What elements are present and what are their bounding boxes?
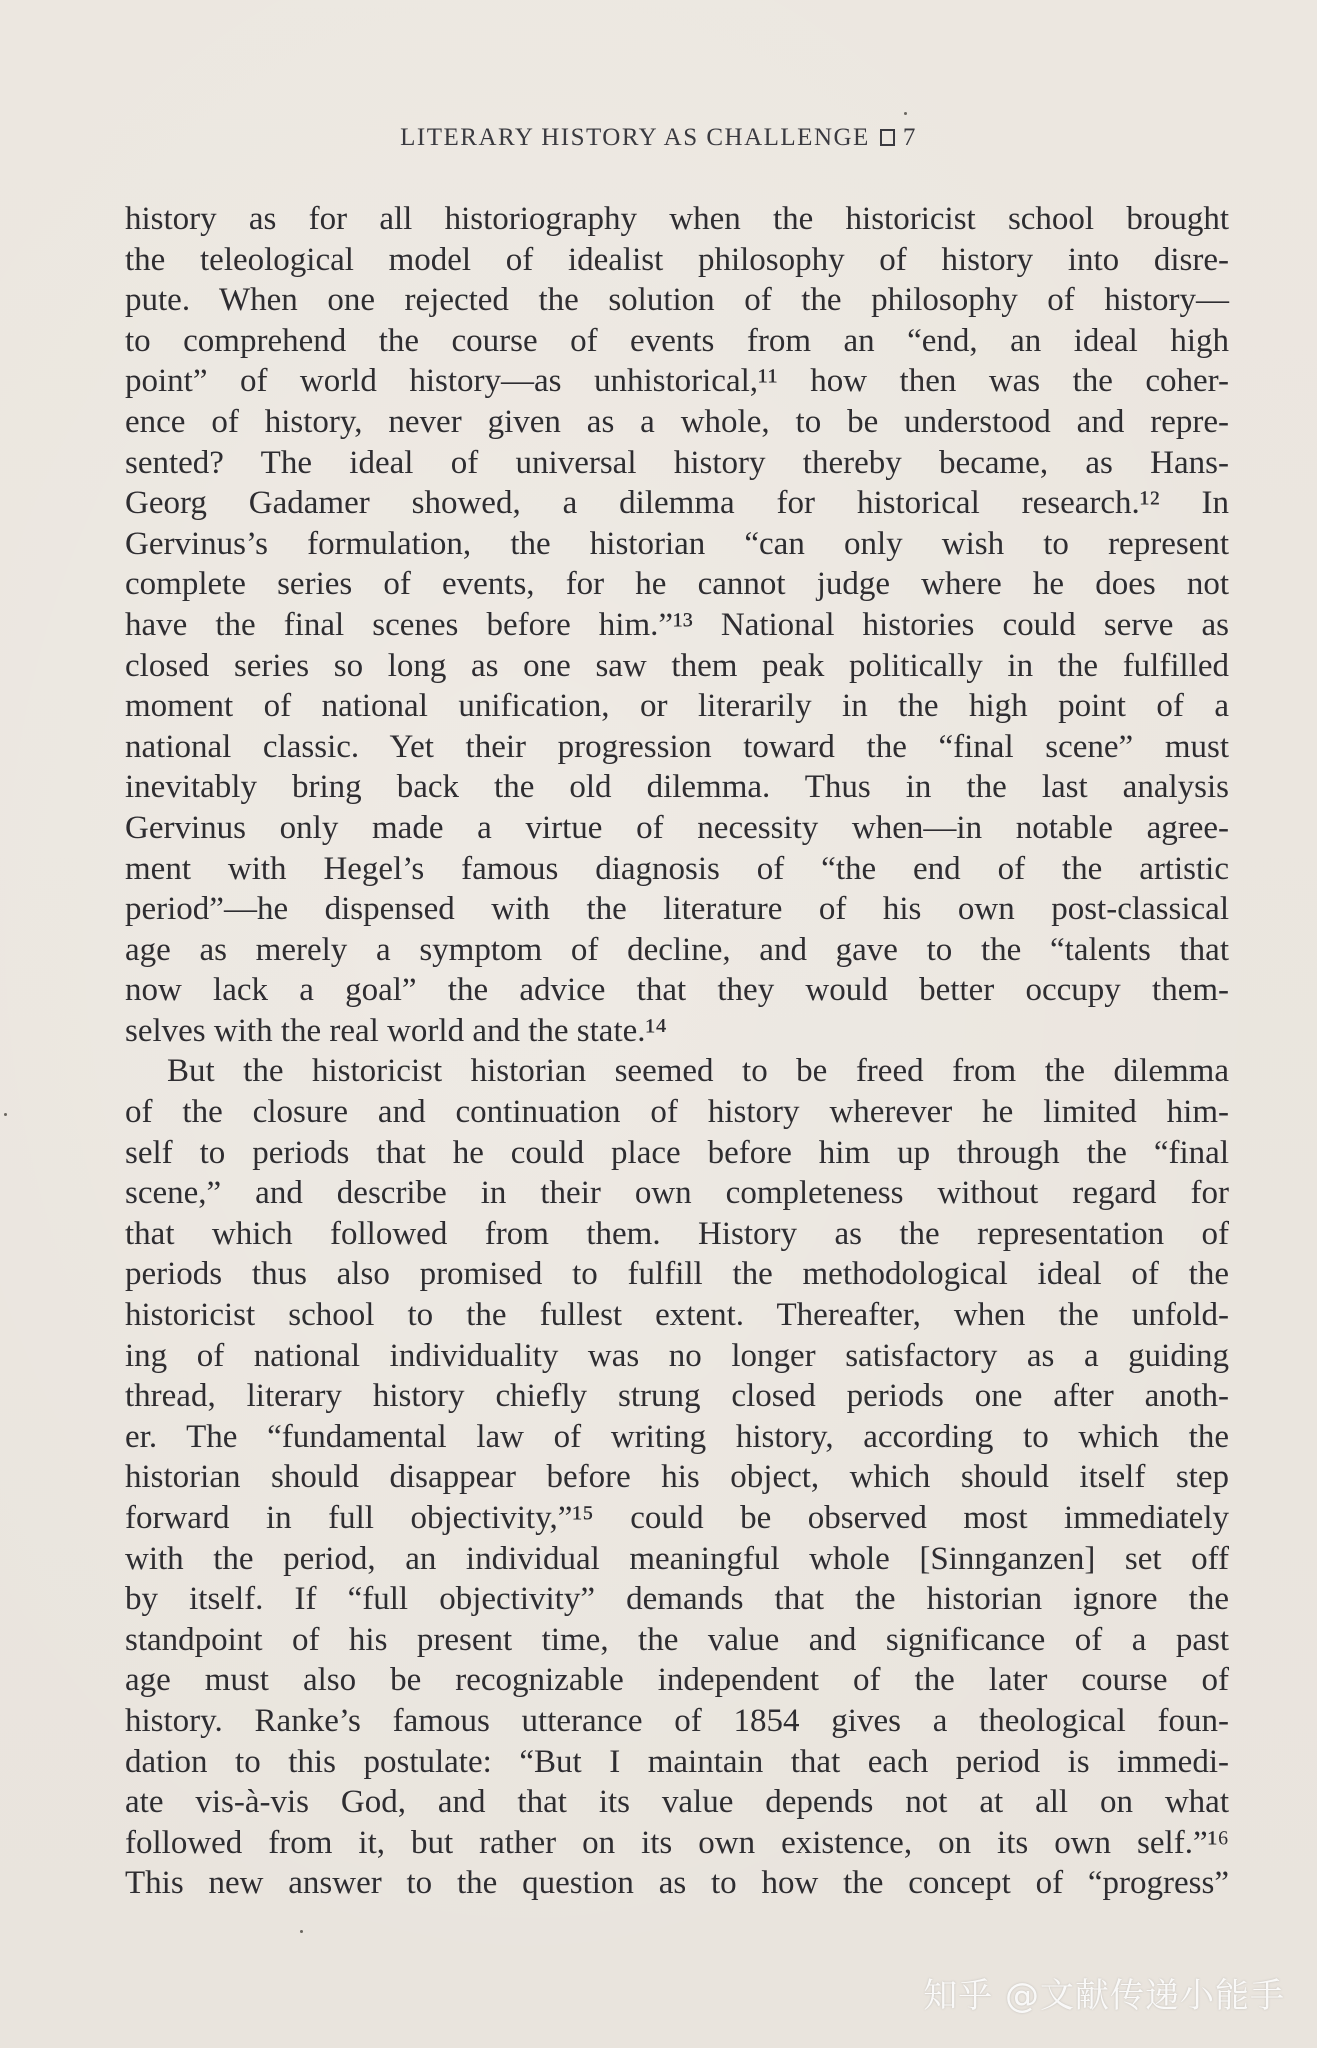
text-line-paragraph-end: selves with the real world and the state.¹⁴	[125, 1012, 667, 1049]
text-line-paragraph-start: But the historicist historian seemed to be freed from the dilemma	[167, 1053, 1229, 1090]
text-line: age must also be recognizable independent of the later course of	[125, 1662, 1229, 1699]
text-line: age as merely a symptom of decline, and gave to the “talents that	[125, 931, 1229, 968]
text-line: forward in full objectivity,”¹⁵ could be observed most immediately	[125, 1500, 1229, 1536]
scan-speck	[4, 1113, 7, 1116]
text-line: the teleological model of idealist philosophy of history into disre-	[125, 241, 1229, 278]
text-line: point” of world history—as unhistorical,¹¹ how then was the coher-	[125, 363, 1229, 400]
text-line: historian should disappear before his object, which should itself step	[125, 1459, 1229, 1496]
text-line: of the closure and continuation of history wherever he limited him-	[125, 1094, 1229, 1131]
text-line: moment of national unification, or literarily in the high point of a	[125, 688, 1229, 725]
text-line: ment with Hegel’s famous diagnosis of “the end of the artistic	[125, 850, 1229, 887]
text-line: standpoint of his present time, the value and significance of a past	[125, 1621, 1229, 1658]
watermark: 知乎 @文献传递小能手	[923, 1976, 1285, 2016]
text-line: periods thus also promised to fulfill the methodological ideal of the	[125, 1256, 1229, 1293]
text-line: ate vis-à-vis God, and that its value depends not at all on what	[125, 1784, 1229, 1821]
text-line: followed from it, but rather on its own existence, on its own self.”¹⁶	[125, 1824, 1229, 1861]
text-line: dation to this postulate: “But I maintain that each period is immedi-	[125, 1743, 1229, 1780]
text-line: now lack a goal” the advice that they would better occupy them-	[125, 972, 1229, 1009]
page-number: 7	[902, 124, 917, 151]
text-line: historicist school to the fullest extent. Thereafter, when the unfold-	[125, 1297, 1229, 1334]
running-head	[0, 124, 1317, 152]
text-line: Gervinus only made a virtue of necessity when—in notable agree-	[125, 809, 1229, 846]
text-line: thread, literary history chiefly strung closed periods one after anoth-	[125, 1378, 1229, 1415]
text-line: inevitably bring back the old dilemma. Thus in the last analysis	[125, 769, 1229, 806]
text-line: er. The “fundamental law of writing history, according to which the	[125, 1418, 1229, 1455]
text-line: Georg Gadamer showed, a dilemma for historical research.¹² In	[125, 485, 1229, 522]
text-line: This new answer to the question as to how the concept of “progress”	[125, 1865, 1229, 1902]
text-line: period”—he dispensed with the literature of his own post-classical	[125, 891, 1229, 928]
square-ornament-icon	[880, 129, 895, 146]
text-line: self to periods that he could place before him up through the “final	[125, 1134, 1229, 1171]
text-line: pute. When one rejected the solution of the philosophy of history—	[125, 282, 1229, 319]
text-line: that which followed from them. History as the representation of	[125, 1215, 1229, 1252]
text-line: have the final scenes before him.”¹³ National histories could serve as	[125, 606, 1229, 643]
text-line: history as for all historiography when the historicist school brought	[125, 201, 1229, 237]
text-line: Gervinus’s formulation, the historian “can only wish to represent	[125, 525, 1229, 562]
text-line: scene,” and describe in their own completeness without regard for	[125, 1175, 1229, 1212]
text-line: ing of national individuality was no longer satisfactory as a guiding	[125, 1337, 1229, 1374]
text-line: national classic. Yet their progression toward the “final scene” must	[125, 728, 1229, 765]
text-line: closed series so long as one saw them peak politically in the fulfilled	[125, 647, 1229, 684]
text-line: by itself. If “full objectivity” demands that the historian ignore the	[125, 1581, 1229, 1618]
text-line: sented? The ideal of universal history thereby became, as Hans-	[125, 444, 1229, 481]
body-text	[125, 199, 1229, 1904]
text-line: to comprehend the course of events from an “end, an ideal high	[125, 322, 1229, 359]
scan-speck	[904, 112, 907, 115]
running-head-title: LITERARY HISTORY AS CHALLENGE	[400, 124, 870, 151]
text-line: history. Ranke’s famous utterance of 1854 gives a theological foun-	[125, 1702, 1229, 1739]
text-line: ence of history, never given as a whole, to be understood and repre-	[125, 403, 1229, 440]
scan-speck	[300, 1930, 303, 1933]
text-line: with the period, an individual meaningful whole [Sinnganzen] set off	[125, 1540, 1229, 1577]
text-line: complete series of events, for he cannot judge where he does not	[125, 566, 1229, 603]
